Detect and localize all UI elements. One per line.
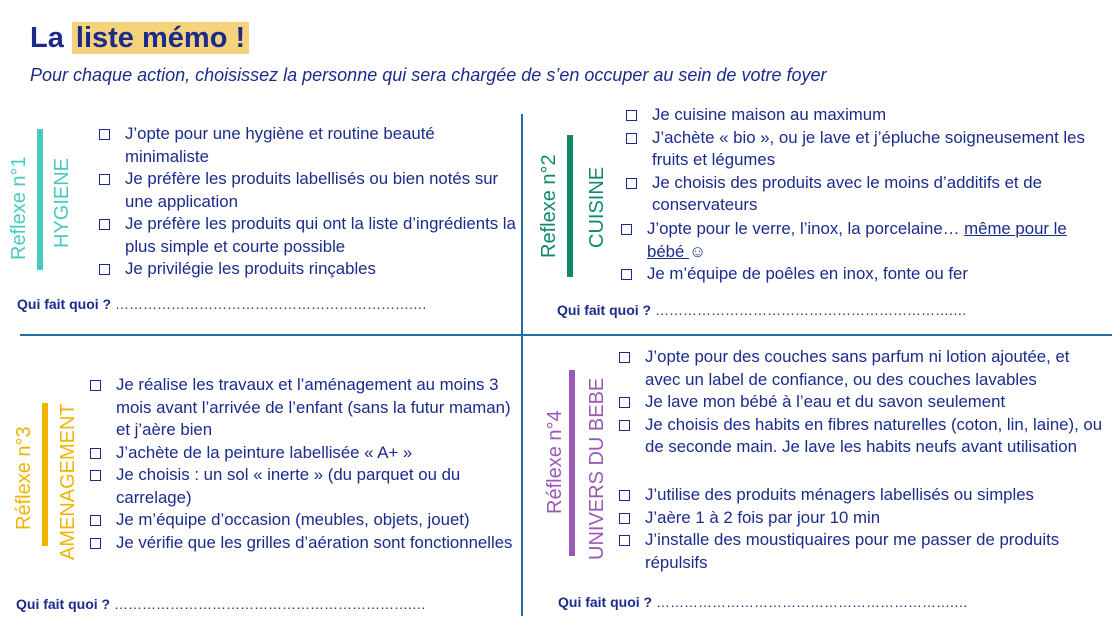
item-text: J’utilise des produits ménagers labellisés ou simples <box>645 485 1034 504</box>
title-highlight: liste mémo ! <box>72 22 249 54</box>
checkbox-icon[interactable] <box>99 129 110 140</box>
list-item <box>97 123 517 168</box>
list-item <box>97 258 517 281</box>
item-text: J’achète « bio », ou je lave et j’épluche soigneusement les fruits et légumes <box>652 127 1085 169</box>
checkbox-icon[interactable] <box>619 490 630 501</box>
checkbox-icon[interactable] <box>619 513 630 524</box>
reflex-label-3: Réflexe n°3 <box>13 426 35 530</box>
vertical-divider <box>521 114 523 616</box>
category-title-amenagement: AMENAGEMENT <box>57 403 79 560</box>
checklist-cuisine-a <box>624 104 1094 217</box>
list-item <box>97 213 517 258</box>
item-text: J’achète de la peinture labellisée « A+ » <box>116 442 413 462</box>
checklist-amenagement <box>88 374 516 554</box>
page-subtitle: Pour chaque action, choisissez la personne qui sera chargée de s’en occuper au sein de votre foyer <box>30 65 827 85</box>
list-item <box>617 484 1107 507</box>
list-item <box>617 391 1107 414</box>
footer-label: Qui fait quoi ? <box>557 302 652 318</box>
item-text: Je préfère les produits qui ont la liste d’ingrédients la plus simple et courte possible <box>125 214 516 256</box>
checkbox-icon[interactable] <box>619 352 630 363</box>
checkbox-icon[interactable] <box>619 397 630 408</box>
item-text: J’opte pour le verre, l’inox, la porcelaine… <box>647 219 965 238</box>
checkbox-icon[interactable] <box>99 264 110 275</box>
list-item <box>88 509 516 532</box>
list-item <box>88 374 516 442</box>
checkbox-icon[interactable] <box>621 269 632 280</box>
item-text-underlined: même pour le bébé <box>647 219 1067 261</box>
category-title-bebe: UNIVERS DU BEBE <box>586 377 608 560</box>
horizontal-divider <box>20 334 1112 336</box>
checkbox-icon[interactable] <box>90 380 101 391</box>
item-text: Je choisis des produits avec le moins d’additifs et de conservateurs <box>652 172 1042 214</box>
footer-label: Qui fait quoi ? <box>558 594 653 610</box>
who-does-what-amenagement <box>16 596 426 612</box>
footer-dots: ……………………………………………………….… <box>115 296 427 312</box>
footer-dots: ……………………………………………………….… <box>656 594 968 610</box>
who-does-what-hygiene <box>17 296 427 312</box>
list-item <box>88 464 516 509</box>
item-text: Je m’équipe de poêles en inox, fonte ou fer <box>647 264 968 283</box>
checkbox-icon[interactable] <box>90 448 101 459</box>
checkbox-icon[interactable] <box>90 538 101 549</box>
checkbox-icon[interactable] <box>621 224 632 235</box>
list-item <box>624 104 1094 127</box>
checkbox-icon[interactable] <box>90 470 101 481</box>
footer-dots: ……………………………………………………….… <box>655 302 967 318</box>
accent-bar-amenagement <box>42 403 48 546</box>
checkbox-icon[interactable] <box>619 420 630 431</box>
item-text: Je privilégie les produits rinçables <box>125 259 376 278</box>
who-does-what-cuisine <box>557 302 967 318</box>
checklist-cuisine-b <box>619 218 1094 286</box>
item-text: Je vérifie que les grilles d’aération sont fonctionnelles <box>116 532 513 552</box>
checkbox-icon[interactable] <box>626 178 637 189</box>
list-item <box>88 442 516 465</box>
accent-bar-hygiene <box>37 129 43 270</box>
checkbox-icon[interactable] <box>626 110 637 121</box>
list-item <box>97 168 517 213</box>
item-text: Je réalise les travaux et l’aménagement au moins 3 mois avant l’arrivée de l’enfant (sans la futur maman) et j’aère bien <box>116 375 511 439</box>
reflex-label-4: Réflexe n°4 <box>544 410 566 514</box>
category-title-hygiene: HYGIENE <box>51 157 73 248</box>
footer-label: Qui fait quoi ? <box>16 596 111 612</box>
list-item <box>624 127 1094 172</box>
page-title <box>30 22 249 55</box>
item-text: J’opte pour une hygiène et routine beauté minimaliste <box>125 124 435 166</box>
list-item <box>617 346 1107 391</box>
item-text: Je m’équipe d’occasion (meubles, objets, jouet) <box>116 510 470 529</box>
checkbox-icon[interactable] <box>90 515 101 526</box>
footer-dots: ……………………………………………………….… <box>114 596 426 612</box>
item-text: J’aère 1 à 2 fois par jour 10 min <box>645 507 881 527</box>
item-text: Je préfère les produits labellisés ou bien notés sur une application <box>125 169 499 211</box>
checkbox-icon[interactable] <box>99 174 110 185</box>
item-text: J’opte pour des couches sans parfum ni lotion ajoutée, et avec un label de confiance, ou des couches lavables <box>645 347 1070 389</box>
reflex-label-2: Reflexe n°2 <box>538 154 560 258</box>
item-text: Je cuisine maison au maximum <box>652 105 887 124</box>
item-text: J’installe des moustiquaires pour me passer de produits répulsifs <box>645 530 1060 572</box>
list-item <box>617 507 1107 530</box>
accent-bar-cuisine <box>567 135 573 277</box>
checkbox-icon[interactable] <box>99 219 110 230</box>
item-text: Je lave mon bébé à l’eau et du savon seulement <box>645 392 1006 411</box>
checkbox-icon[interactable] <box>619 535 630 546</box>
list-item <box>624 172 1094 217</box>
list-item <box>619 218 1094 263</box>
list-item <box>88 532 516 555</box>
checklist-hygiene <box>97 123 517 281</box>
footer-label: Qui fait quoi ? <box>17 296 112 312</box>
category-title-cuisine: CUISINE <box>586 166 608 248</box>
checklist-bebe <box>617 346 1107 459</box>
list-item <box>617 529 1107 574</box>
title-prefix: La <box>30 22 72 54</box>
item-text: Je choisis des habits en fibres naturelles (coton, lin, laine), ou de seconde main. Je lave les habits neufs avant utilisation <box>645 414 1103 456</box>
reflex-label-1: Reflexe n°1 <box>8 156 30 260</box>
checklist-bebe-b <box>617 484 1107 574</box>
list-item <box>619 263 1094 286</box>
accent-bar-bebe <box>569 370 575 556</box>
list-item <box>617 414 1107 459</box>
who-does-what-bebe <box>558 594 968 610</box>
item-text: Je choisis : un sol « inerte » (du parquet ou du carrelage) <box>116 465 461 507</box>
checkbox-icon[interactable] <box>626 133 637 144</box>
smiley-icon: ☺ <box>689 241 707 261</box>
